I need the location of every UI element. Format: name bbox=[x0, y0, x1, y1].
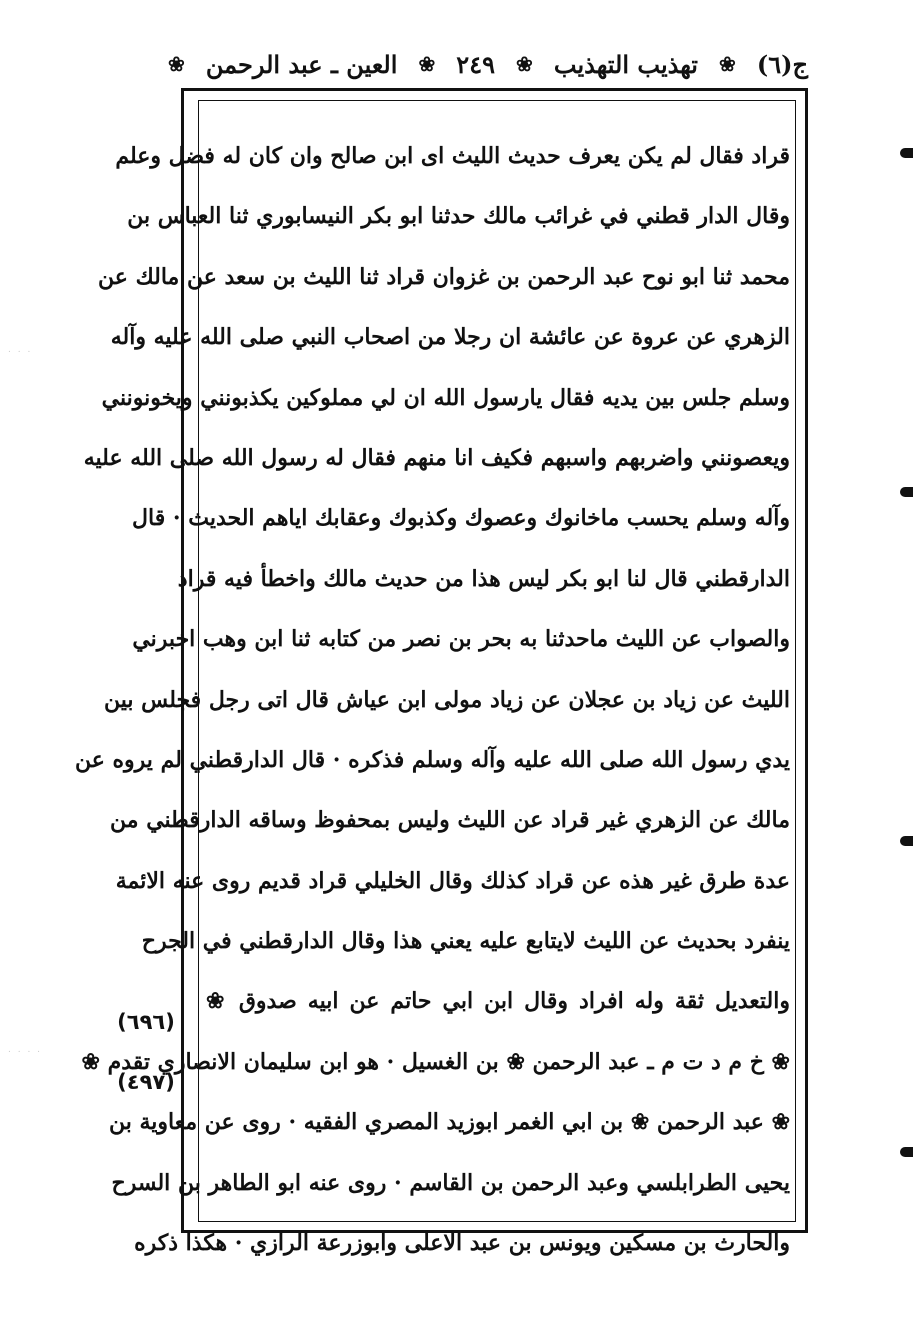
text-line: والتعديل ثقة وله افراد وقال ابن ابي حاتم عن ابيه صدوق ❀ bbox=[206, 988, 790, 1015]
ornament-icon: ❀ bbox=[516, 52, 533, 76]
text-line: والصواب عن الليث ماحدثنا به بحر بن نصر من كتابه ثنا ابن وهب اخبرني bbox=[132, 626, 790, 653]
book-title: تهذيب التهذيب bbox=[553, 49, 698, 79]
volume-label: ج(٦) bbox=[756, 49, 808, 79]
text-line: والحارث بن مسكين ويونس بن عبد الاعلى وابوزرعة الرازي · هكذا ذكره bbox=[134, 1230, 790, 1257]
page-number: ٢٤٩ bbox=[456, 49, 495, 79]
entry-number: (٦٩٦) bbox=[117, 1010, 175, 1034]
text-line: عدة طرق غير هذه عن قراد كذلك وقال الخليلي قراد قديم روى عنه الائمة bbox=[115, 867, 790, 894]
scan-edge-mark bbox=[900, 148, 913, 158]
entry-line: ❀ عبد الرحمن ❀ بن ابي الغمر ابوزيد المصري الفقيه · روى عن معاوية بن bbox=[108, 1109, 790, 1136]
page-header bbox=[168, 40, 808, 88]
entry-line: ❀ خ م د ت م ـ عبد الرحمن ❀ بن الغسيل · هو ابن سليمان الانصاري تقدم ❀ bbox=[81, 1048, 790, 1075]
text-line: ويعصونني واضربهم واسبهم فكيف انا منهم فقال له رسول الله صلى الله عليه bbox=[83, 444, 790, 471]
text-line: الليث عن زياد بن عجلان عن زياد مولى ابن عياش قال اتى رجل فجلس بين bbox=[103, 686, 790, 713]
ornament-icon: ❀ bbox=[418, 52, 436, 76]
ornament-icon: ❀ bbox=[168, 52, 185, 76]
ornament-icon: ❀ bbox=[719, 52, 736, 76]
scan-edge-mark bbox=[900, 836, 913, 846]
text-line: وقال الدار قطني في غرائب مالك حدثنا ابو بكر النيسابوري ثنا العباس بن bbox=[127, 203, 790, 230]
scan-edge-mark bbox=[900, 1147, 913, 1157]
scan-edge-mark bbox=[900, 487, 913, 497]
scan-speck: . . . bbox=[8, 345, 33, 355]
text-line: وآله وسلم يحسب ماخانوك وعصوك وكذبوك وعقابك اياهم الحديث · قال bbox=[132, 505, 790, 532]
section-title: العين ـ عبد الرحمن bbox=[205, 49, 398, 79]
text-line: قراد فقال لم يكن يعرف حديث الليث اى ابن صالح وان كان له فضل وعلم bbox=[115, 143, 790, 169]
text-line: يدي رسول الله صلى الله عليه وآله وسلم فذكره · قال الدارقطني لم يروه عن bbox=[74, 746, 790, 773]
entry-number: (٤٩٧) bbox=[117, 1070, 175, 1094]
text-line: محمد ثنا ابو نوح عبد الرحمن بن غزوان قراد ثنا الليث بن سعد عن مالك عن bbox=[98, 263, 790, 290]
text-line: ينفرد بحديث عن الليث لايتابع عليه يعني هذا وقال الدارقطني في الجرح bbox=[141, 928, 790, 955]
scan-speck: . . . . bbox=[8, 1045, 43, 1055]
text-line: الزهري عن عروة عن عائشة ان رجلا من اصحاب النبي صلى الله عليه وآله bbox=[110, 324, 790, 351]
text-line: الدارقطني قال لنا ابو بكر ليس هذا من حديث مالك واخطأ فيه قراد bbox=[177, 565, 790, 592]
text-line: يحيى الطرابلسي وعبد الرحمن بن القاسم · روى عنه ابو الطاهر بن السرح bbox=[111, 1169, 790, 1196]
text-line: مالك عن الزهري غير قراد عن الليث وليس بمحفوظ وساقه الدارقطني من bbox=[110, 807, 790, 834]
text-line: وسلم جلس بين يديه فقال يارسول الله ان لي مملوكين يكذبونني ويخونونني bbox=[101, 384, 790, 411]
